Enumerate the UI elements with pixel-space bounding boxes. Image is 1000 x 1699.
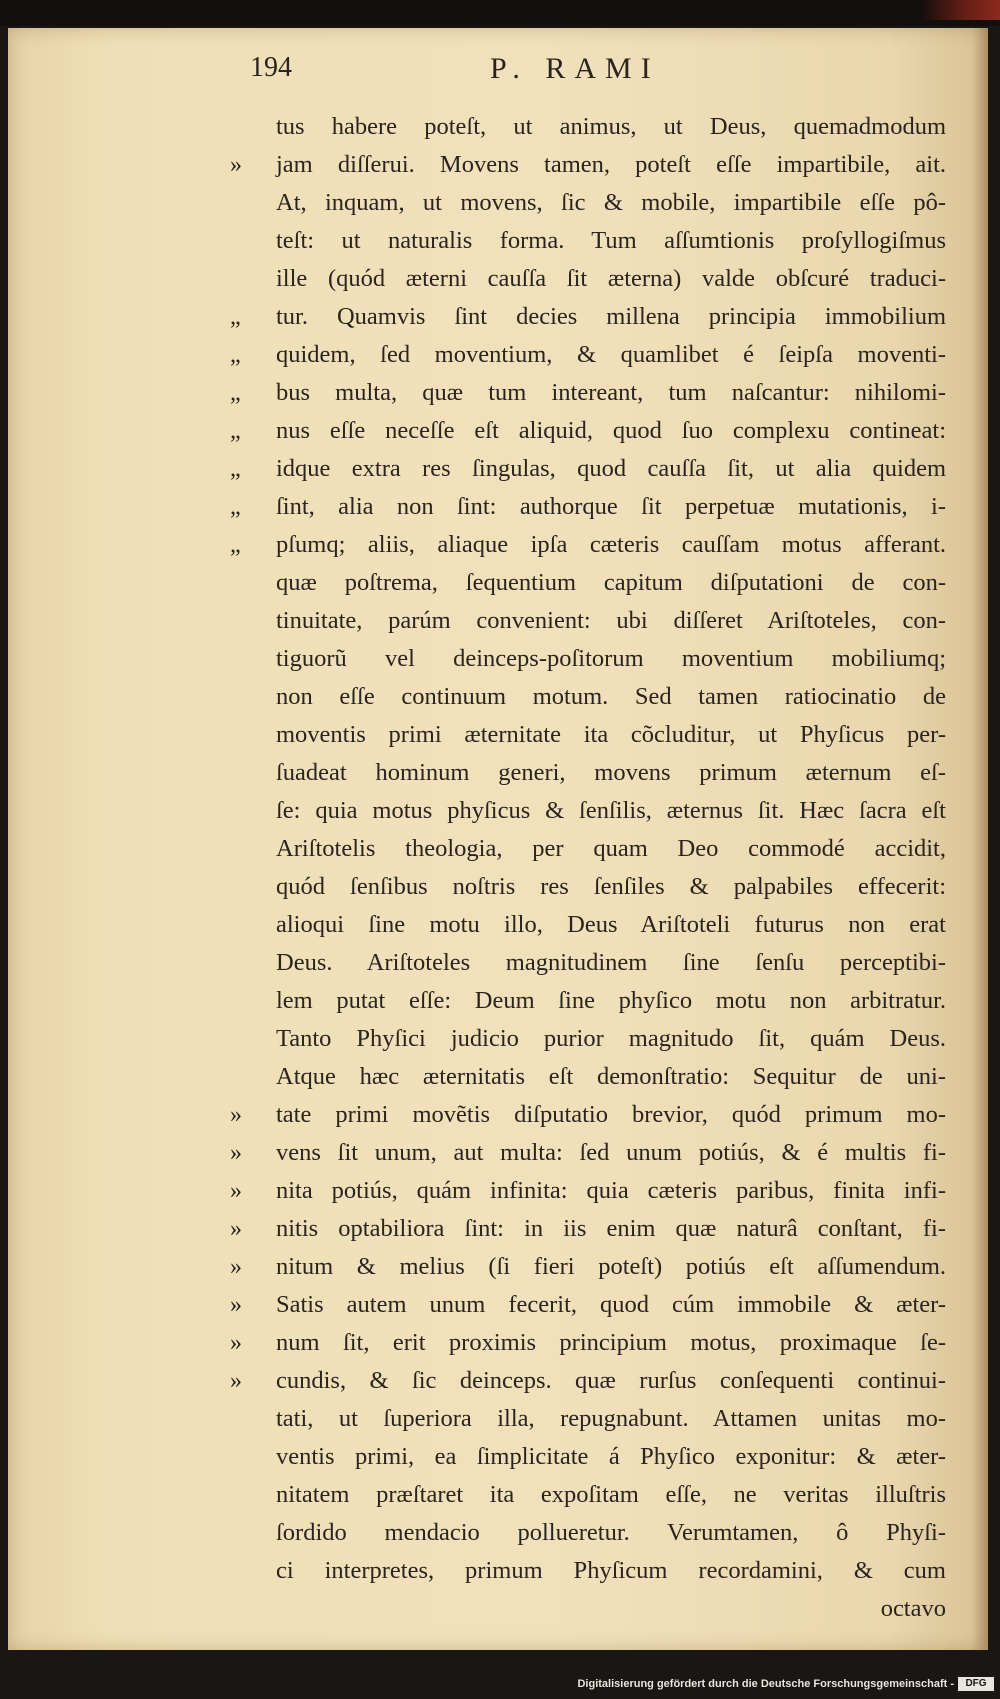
- line-text: ſordido mendacio pollueretur. Verumtamen, ô Phyſi-: [276, 1519, 946, 1546]
- line-text: non eſſe continuum motum. Sed tamen ratiocinatio de: [276, 683, 946, 710]
- marginal-quote-mark: „: [230, 342, 241, 368]
- line-text: bus multa, quæ tum intereant, tum naſcantur: nihilomi-: [276, 379, 946, 406]
- line-text: jam diſſerui. Movens tamen, poteſt eſſe impartibile, ait.: [276, 151, 946, 178]
- text-line: [230, 1172, 946, 1210]
- line-text: quód ſenſibus noſtris res ſenſiles & palpabiles effecerit:: [276, 873, 946, 900]
- line-text: nitum & melius (ſi fieri poteſt) potiús eſt aſſumendum.: [276, 1253, 946, 1280]
- line-text: vens ſit unum, aut multa: ſed unum potiús, & é multis fi-: [276, 1139, 946, 1166]
- line-text: quidem, ſed moventium, & quamlibet é ſeipſa moventi-: [276, 341, 946, 368]
- line-text: tinuitate, parúm convenient: ubi diſſeret Ariſtoteles, con-: [276, 607, 946, 634]
- line-text: ſe: quia motus phyſicus & ſenſilis, æternus ſit. Hæc ſacra eſt: [276, 797, 946, 824]
- line-text: quæ poſtrema, ſequentium capitum diſputationi de con-: [276, 569, 946, 596]
- marginal-quote-mark: »: [230, 152, 242, 178]
- text-line: [276, 1058, 946, 1096]
- marginal-quote-mark: „: [230, 456, 241, 482]
- text-line: [230, 1286, 946, 1324]
- line-text: num ſit, erit proximis principium motus, proximaque ſe-: [276, 1329, 946, 1356]
- marginal-quote-mark: »: [230, 1178, 242, 1204]
- text-line: [276, 1514, 946, 1552]
- marginal-quote-mark: »: [230, 1292, 242, 1318]
- text-line: [230, 488, 946, 526]
- line-text: Deus. Ariſtoteles magnitudinem ſine ſenſu perceptibi-: [276, 949, 946, 976]
- line-text: At, inquam, ut movens, ſic & mobile, impartibile eſſe pô-: [276, 189, 946, 216]
- page-edge-shadow: [972, 28, 988, 1650]
- marginal-quote-mark: „: [230, 494, 241, 520]
- text-line: [276, 792, 946, 830]
- text-line: [276, 906, 946, 944]
- marginal-quote-mark: „: [230, 418, 241, 444]
- line-text: moventis primi æternitate ita cõcluditur, ut Phyſicus per-: [276, 721, 946, 748]
- line-text: alioqui ſine motu illo, Deus Ariſtoteli futurus non erat: [276, 911, 946, 938]
- text-line: [230, 1324, 946, 1362]
- line-text: tur. Quamvis ſint decies millena principia immobilium: [276, 303, 946, 330]
- marginal-quote-mark: „: [230, 532, 241, 558]
- line-text: ci interpretes, primum Phyſicum recordamini, & cum: [276, 1557, 946, 1584]
- body-text: [230, 108, 946, 1628]
- page-header: [250, 52, 890, 96]
- text-line: [276, 1438, 946, 1476]
- line-text: idque extra res ſingulas, quod cauſſa ſit, ut alia quidem: [276, 455, 946, 482]
- text-line: [230, 336, 946, 374]
- marginal-quote-mark: „: [230, 304, 241, 330]
- dfg-logo-icon: DFG: [958, 1677, 994, 1691]
- text-line: [230, 526, 946, 564]
- text-line: [230, 146, 946, 184]
- page-number: 194: [250, 52, 292, 83]
- text-line: [276, 1552, 946, 1590]
- line-text: nita potiús, quám infinita: quia cæteris paribus, finita infi-: [276, 1177, 946, 1204]
- line-text: teſt: ut naturalis forma. Tum aſſumtionis proſyllogiſmus: [276, 227, 946, 254]
- text-line: [276, 222, 946, 260]
- text-line: [276, 716, 946, 754]
- marginal-quote-mark: „: [230, 380, 241, 406]
- top-bar: [0, 0, 1000, 26]
- marginal-quote-mark: »: [230, 1330, 242, 1356]
- line-text: tiguorũ vel deinceps-poſitorum moventium mobiliumq;: [276, 645, 946, 672]
- text-line: [276, 982, 946, 1020]
- text-line: [276, 1400, 946, 1438]
- text-line: [276, 184, 946, 222]
- line-text: tus habere poteſt, ut animus, ut Deus, quemadmodum: [276, 113, 946, 140]
- text-line: [276, 678, 946, 716]
- line-text: ventis primi, ea ſimplicitate á Phyſico exponitur: & æter-: [276, 1443, 946, 1470]
- text-line: [276, 1476, 946, 1514]
- text-line: [230, 412, 946, 450]
- text-line: [276, 108, 946, 146]
- footer-bar: [0, 1650, 1000, 1699]
- text-line: [276, 754, 946, 792]
- line-text: Ariſtotelis theologia, per quam Deo commodé accidit,: [276, 835, 946, 862]
- text-line: [230, 1248, 946, 1286]
- line-text: tati, ut ſuperiora illa, repugnabunt. Attamen unitas mo-: [276, 1405, 946, 1432]
- text-line: [276, 1020, 946, 1058]
- line-text: Satis autem unum fecerit, quod cúm immobile & æter-: [276, 1291, 946, 1318]
- text-line: [276, 640, 946, 678]
- text-line: [276, 564, 946, 602]
- line-text: nus eſſe neceſſe eſt aliquid, quod ſuo complexu contineat:: [276, 417, 946, 444]
- text-line: [230, 1210, 946, 1248]
- marginal-quote-mark: »: [230, 1140, 242, 1166]
- text-line: [230, 1134, 946, 1172]
- line-text: pſumq; aliis, aliaque ipſa cæteris cauſſam motus afferant.: [276, 531, 946, 558]
- marginal-quote-mark: »: [230, 1102, 242, 1128]
- line-text: ſuadeat hominum generi, movens primum æternum eſ-: [276, 759, 946, 786]
- line-text: Tanto Phyſici judicio purior magnitudo ſit, quám Deus.: [276, 1025, 946, 1052]
- text-line: [276, 944, 946, 982]
- line-text: ille (quód æterni cauſſa ſit æterna) valde obſcuré traduci-: [276, 265, 946, 292]
- text-line: [230, 450, 946, 488]
- marginal-quote-mark: »: [230, 1254, 242, 1280]
- text-line: [276, 602, 946, 640]
- dfg-credit: Digitalisierung gefördert durch die Deutsche Forschungsgemeinschaft -: [577, 1678, 954, 1690]
- text-line: [230, 1362, 946, 1400]
- running-title: P. RAMI: [490, 52, 660, 85]
- line-text: tate primi movẽtis diſputatio brevior, quód primum mo-: [276, 1101, 946, 1128]
- text-line: [230, 1096, 946, 1134]
- marginal-quote-mark: »: [230, 1216, 242, 1242]
- text-line: [230, 298, 946, 336]
- line-text: nitis optabiliora ſint: in iis enim quæ naturâ conſtant, fi-: [276, 1215, 946, 1242]
- text-line: [276, 830, 946, 868]
- text-line: [230, 374, 946, 412]
- line-text: Atque hæc æternitatis eſt demonſtratio: Sequitur de uni-: [276, 1063, 946, 1090]
- marginal-quote-mark: »: [230, 1368, 242, 1394]
- line-text: ſint, alia non ſint: authorque ſit perpetuæ mutationis, i-: [276, 493, 946, 520]
- line-text: nitatem præſtaret ita expoſitam eſſe, ne veritas illuſtris: [276, 1481, 946, 1508]
- line-text: lem putat eſſe: Deum ſine phyſico motu non arbitratur.: [276, 987, 946, 1014]
- text-line: [276, 868, 946, 906]
- line-text: cundis, & ſic deinceps. quæ rurſus conſequenti continui-: [276, 1367, 946, 1394]
- color-target-strip: [920, 0, 1000, 20]
- text-line: [276, 260, 946, 298]
- catchword: octavo: [880, 1595, 946, 1622]
